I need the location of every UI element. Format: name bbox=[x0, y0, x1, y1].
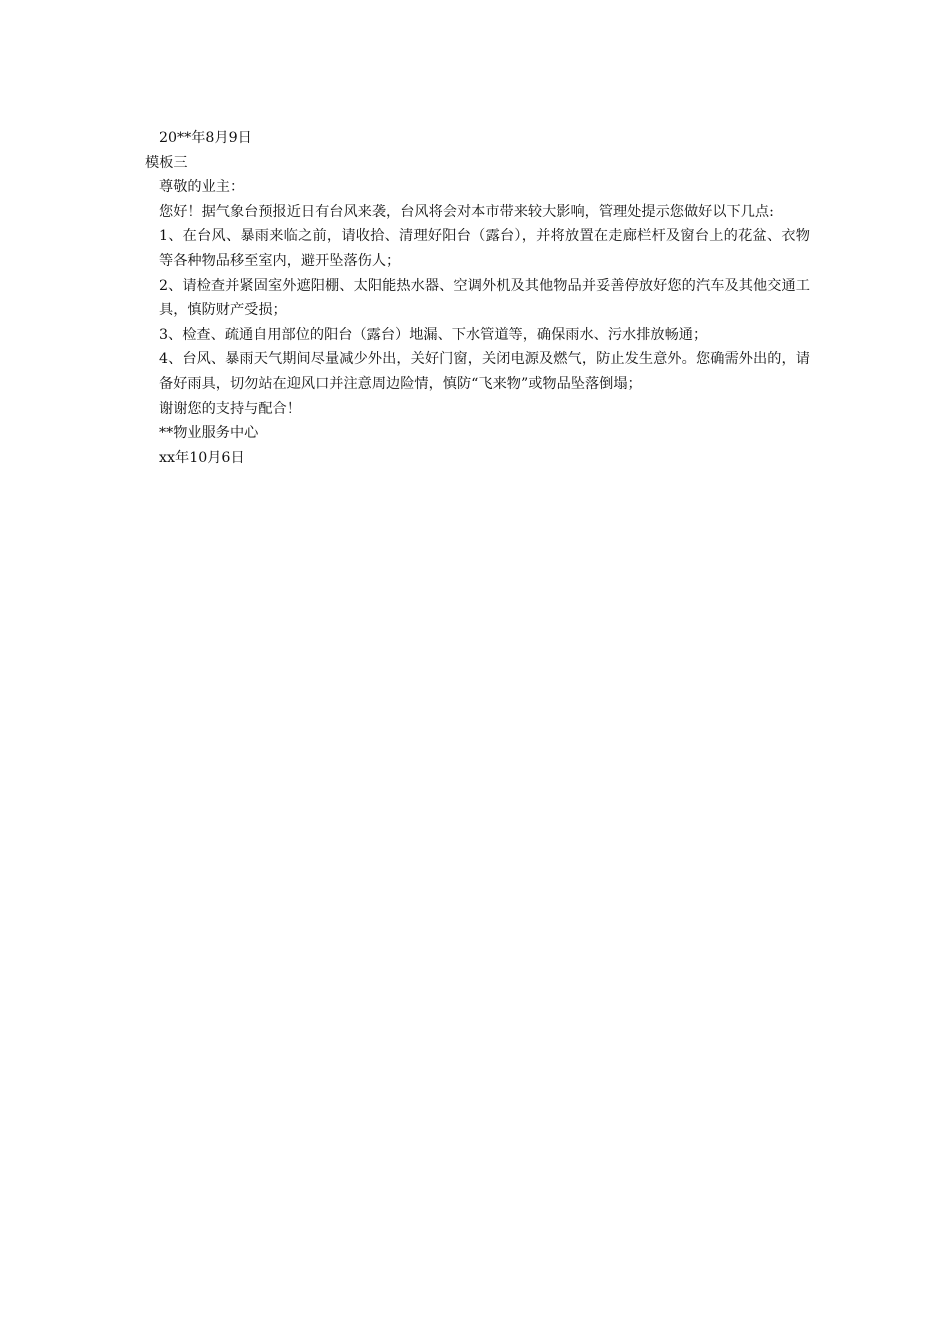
notice-item-4: 4、台风、暴雨天气期间尽量减少外出，关好门窗，关闭电源及燃气，防止发生意外。您确需外出的，请备好雨具，切勿站在迎风口并注意周边险情，慎防“飞来物”或物品坠落倒塌； bbox=[159, 351, 810, 392]
notice-item-1: 1、在台风、暴雨来临之前，请收拾、清理好阳台（露台），并将放置在走廊栏杆及窗台上的花盆、衣物等各种物品移至室内，避开坠落伤人； bbox=[159, 228, 810, 269]
salutation: 尊敬的业主： bbox=[159, 179, 245, 196]
signature: **物业服务中心 bbox=[159, 425, 259, 442]
thanks-line: 谢谢您的支持与配合！ bbox=[159, 400, 301, 417]
section-title: 模板三 bbox=[145, 154, 188, 171]
notice-item-3: 3、检查、疏通自用部位的阳台（露台）地漏、下水管道等，确保雨水、污水排放畅通； bbox=[159, 326, 708, 343]
notice-item-2: 2、请检查并紧固室外遮阳棚、太阳能热水器、空调外机及其他物品并妥善停放好您的汽车及其他交通工具，慎防财产受损； bbox=[159, 277, 810, 319]
date-bottom: xx年10月6日 bbox=[159, 449, 245, 466]
intro-paragraph: 您好！据气象台预报近日有台风来袭，台风将会对本市带来较大影响，管理处提示您做好以下几点: bbox=[159, 203, 774, 220]
document-body bbox=[145, 126, 810, 470]
date-top: 20**年8月9日 bbox=[159, 130, 252, 146]
